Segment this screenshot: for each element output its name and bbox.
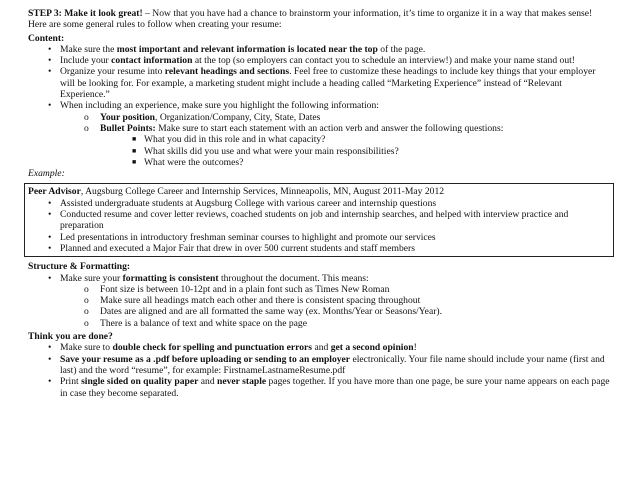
emphasis: get a second opinion (330, 342, 414, 354)
emphasis: formatting is consistent (122, 272, 219, 284)
sub-list-item (28, 295, 610, 306)
bullet-marker: • (48, 342, 52, 354)
text: Print (60, 376, 82, 388)
sub-list-item (28, 123, 610, 134)
list-item (28, 198, 610, 209)
emphasis: most important and relevant information is located near the top (116, 43, 378, 55)
text: Make sure to (60, 342, 113, 354)
text: There is a balance of text and white space on the page (100, 317, 307, 329)
question-item (28, 146, 610, 157)
square-marker: ■ (132, 135, 137, 144)
content-list (28, 44, 610, 168)
emphasis: contact information (111, 55, 193, 67)
text: Assisted undergraduate students at Augsburg College with various career and internship questions (60, 197, 437, 209)
text: Include your (60, 55, 112, 67)
content-heading: Content: (28, 32, 65, 44)
emphasis: double check for spelling and punctuation errors (112, 342, 313, 354)
text: Planned and executed a Major Fair that drew in over 500 current students and staff members (60, 242, 415, 254)
text: and (312, 342, 331, 354)
text: electronically. Your file name should include your name (first and last) and the word “resume”, for example: FirstnameLastnameResume.pdf (60, 353, 605, 376)
text: What you did in this role and in what capacity? (144, 134, 326, 146)
text: Make sure your (60, 272, 123, 284)
done-heading: Think you are done? (28, 331, 113, 343)
question-item (28, 157, 610, 168)
text: Conducted resume and cover letter reviews, coached students on job and internship searches, and helped with interview practice and preparation (60, 209, 569, 232)
text: , Organization/Company, City, State, Dates (155, 111, 321, 123)
done-list (28, 342, 610, 398)
list-item (28, 354, 610, 377)
list-item (28, 100, 610, 111)
list-item (28, 44, 610, 55)
sub-marker: o (84, 317, 89, 329)
text: Dates are aligned and are all formatted the same way (ex. Months/Year or Seasons/Year). (100, 306, 442, 318)
text: , Augsburg College Career and Internship Services, Minneapolis, MN, August 2011-May 2012 (80, 186, 445, 198)
sub-list-item (28, 112, 610, 123)
structure-heading: Structure & Formatting: (28, 261, 131, 273)
example-box (24, 183, 614, 257)
square-marker: ■ (132, 157, 137, 166)
emphasis: single sided on quality paper (81, 376, 199, 388)
list-item (28, 342, 610, 353)
bullet-marker: • (48, 66, 52, 78)
bullet-marker: • (48, 209, 52, 221)
text: Make sure the (60, 43, 117, 55)
example-list (28, 198, 610, 254)
text: throughout the document. This means: (218, 272, 369, 284)
text: Organize your resume into (60, 66, 165, 78)
list-item (28, 243, 610, 254)
example-label: Example: (28, 168, 65, 180)
bullet-marker: • (48, 197, 52, 209)
text: of the page. (377, 43, 426, 55)
sub-marker: o (84, 295, 89, 307)
sub-marker: o (84, 306, 89, 318)
bullet-marker: • (48, 353, 52, 365)
bullet-marker: • (48, 43, 52, 55)
sub-marker: o (84, 111, 89, 123)
square-marker: ■ (132, 146, 137, 155)
list-item (28, 232, 610, 243)
text: Led presentations in introductory freshman seminar courses to highlight and promote our services (60, 231, 436, 243)
example-title (28, 186, 610, 197)
emphasis: relevant headings and sections (164, 66, 290, 78)
intro-paragraph (28, 8, 610, 31)
bullet-marker: • (48, 231, 52, 243)
text: . Feel free to customize these headings to include key things that your employer will be looking for. For example, a marketing student might include a heading called “Marketing Experience” instead of “Relevant Experience.” (60, 66, 596, 101)
emphasis: Save your resume as a .pdf before uploading or sending to an employer (60, 353, 351, 365)
step-text: – Now that you have had a chance to brainstorm your information, it’s time to organize it in a way that makes sense! Here are some general rules to follow when creating your resume: (28, 8, 593, 31)
emphasis: never staple (217, 376, 267, 388)
sub-list-item (28, 306, 610, 317)
bullet-marker: • (48, 242, 52, 254)
text: pages together. If you have more than one page, be sure your name appears on each page in case they become separated. (60, 376, 610, 399)
text: When including an experience, make sure you highlight the following information: (60, 100, 379, 112)
text: at the top (so employers can contact you to schedule an interview!) and make your name stand out! (192, 55, 575, 67)
bullet-marker: • (48, 55, 52, 67)
text: Font size is between 10-12pt and in a plain font such as Times New Roman (100, 283, 390, 295)
list-item (28, 66, 610, 100)
sub-marker: o (84, 122, 89, 134)
sub-list-item (28, 318, 610, 329)
structure-list (28, 273, 610, 329)
text: What skills did you use and what were your main responsibilities? (144, 145, 399, 157)
text: What were the outcomes? (144, 156, 244, 168)
emphasis: Peer Advisor (28, 186, 81, 198)
sub-list-item (28, 284, 610, 295)
list-item (28, 55, 610, 66)
list-item (28, 376, 610, 399)
emphasis: Your position (100, 111, 156, 123)
list-item (28, 209, 610, 232)
text: ! (413, 342, 417, 354)
text: Make sure all headings match each other and there is consistent spacing throughout (100, 295, 421, 307)
emphasis: Bullet Points: (100, 122, 156, 134)
bullet-marker: • (48, 376, 52, 388)
step-label: STEP 3: Make it look great! (28, 8, 143, 19)
bullet-marker: • (48, 272, 52, 284)
sub-marker: o (84, 283, 89, 295)
list-item (28, 273, 610, 284)
text: Make sure to start each statement with an action verb and answer the following questions: (155, 122, 504, 134)
text: and (198, 376, 218, 388)
bullet-marker: • (48, 100, 52, 112)
question-item (28, 134, 610, 145)
